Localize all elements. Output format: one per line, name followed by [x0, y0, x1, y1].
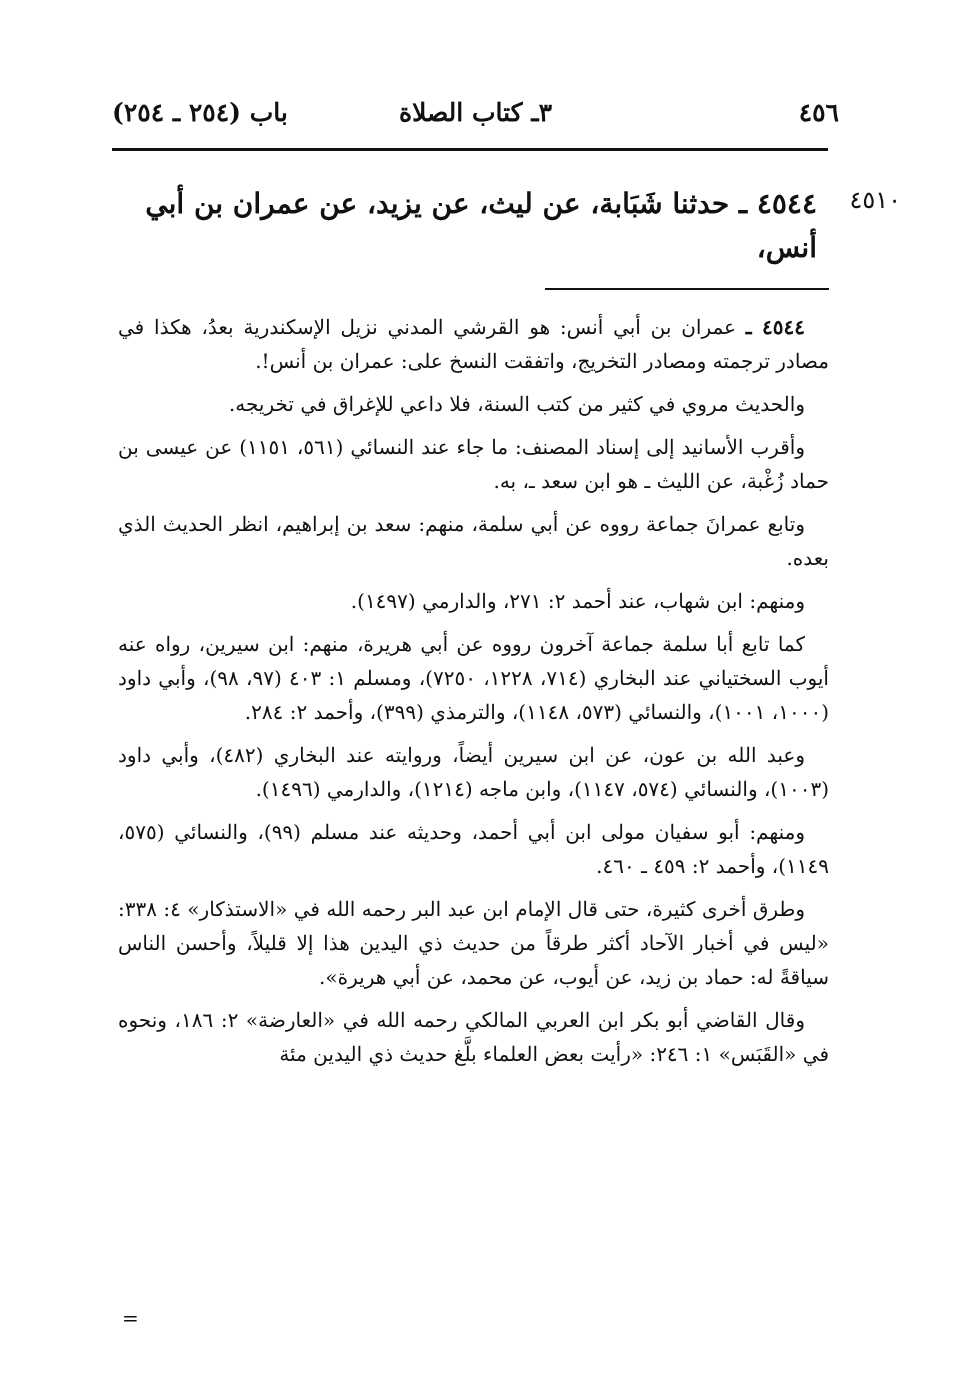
chapter-range: باب (٢٥٤ ـ ٢٥٤)	[112, 98, 288, 127]
hadith-global-number: ٤٥١٠	[849, 186, 901, 214]
header-rule	[112, 148, 828, 151]
footnotes	[118, 310, 829, 1080]
running-header	[112, 98, 839, 138]
footnote-ref: ٤٥٤٤ ـ	[745, 315, 806, 339]
book-title: ٣ـ كتاب الصلاة	[398, 98, 553, 127]
footnote-paragraph: وأقرب الأسانيد إلى إسناد المصنف: ما جاء عند النسائي (٥٦١، ١١٥١) عن عيسى بن حماد زُغْبة، عن الليث ـ هو ابن سعد ـ، به.	[118, 435, 829, 493]
footnote-paragraph: كما تابع أبا سلمة جماعة آخرون رووه عن أبي هريرة، منهم: ابن سيرين، رواه عنه أيوب السختياني عند البخاري (٧١٤، ١٢٢٨، ٧٢٥٠)، ومسلم ١: ٤٠٣ (٩٧، ٩٨)، وأبي داود (١٠٠٠، ١٠٠١)، والنسائي (٥٧٣، ١١٤٨)، والترمذي (٣٩٩)، وأحمد ٢: ٢٨٤.	[118, 632, 829, 724]
footnote-paragraph: وطرق أخرى كثيرة، حتى قال الإمام ابن عبد البر رحمه الله في «الاستذكار» ٤: ٣٣٨: «ليس في أخبار الآحاد أكثر طرقاً من حديث ذي اليدين هذا إلا قليلاً، وأحسن الناس سياقةً له: حماد بن زيد، عن أيوب، عن محمد، عن أبي هريرة».	[118, 897, 829, 989]
footnote-paragraph: وتابع عمرانَ جماعة رووه عن أبي سلمة، منهم: سعد بن إبراهيم، انظر الحديث الذي بعده.	[118, 512, 829, 570]
footnote-paragraph: والحديث مروي في كثير من كتب السنة، فلا داعي للإغراق في تخريجه.	[228, 392, 805, 416]
hadith-text: ٤٥٤٤ ـ حدثنا شَبَابة، عن ليث، عن يزيد، عن عمران بن أبي أنس،	[145, 187, 817, 264]
footnote-text: عمران بن أبي أنس: هو القرشي المدني نزيل الإسكندرية بعدُ، هكذا في مصادر ترجمته ومصادر التخريج، واتفقت النسخ على: عمران بن أنس!.	[118, 315, 829, 373]
footnote-paragraph: ومنهم: ابن شهاب، عند أحمد ٢: ٢٧١، والدارمي (١٤٩٧).	[350, 589, 805, 613]
footnote-paragraph	[118, 310, 829, 378]
page-number: ٤٥٦	[798, 98, 839, 127]
footnote-paragraph: وقال القاضي أبو بكر ابن العربي المالكي رحمه الله في «العارضة» ٢: ١٨٦، ونحوه في «القَبَس» ١: ٢٤٦: «رأيت بعض العلماء بلَّغ حديث ذي اليدين مئة	[118, 1008, 829, 1066]
footnote-paragraph: ومنهم: أبو سفيان مولى ابن أبي أحمد، وحديثه عند مسلم (٩٩)، والنسائي (٥٧٥، ١١٤٩)، وأحمد ٢: ٤٥٩ ـ ٤٦٠.	[118, 820, 829, 878]
footnote-paragraph: وعبد الله بن عون، عن ابن سيرين أيضاً، وروايته عند البخاري (٤٨٢)، وأبي داود (١٠٠٣)، والنسائي (٥٧٤، ١١٤٧)، وابن ماجه (١٢١٤)، والدارمي (١٤٩٦).	[118, 743, 829, 801]
footnote-separator	[545, 288, 829, 290]
continuation-mark: =	[122, 1306, 139, 1330]
